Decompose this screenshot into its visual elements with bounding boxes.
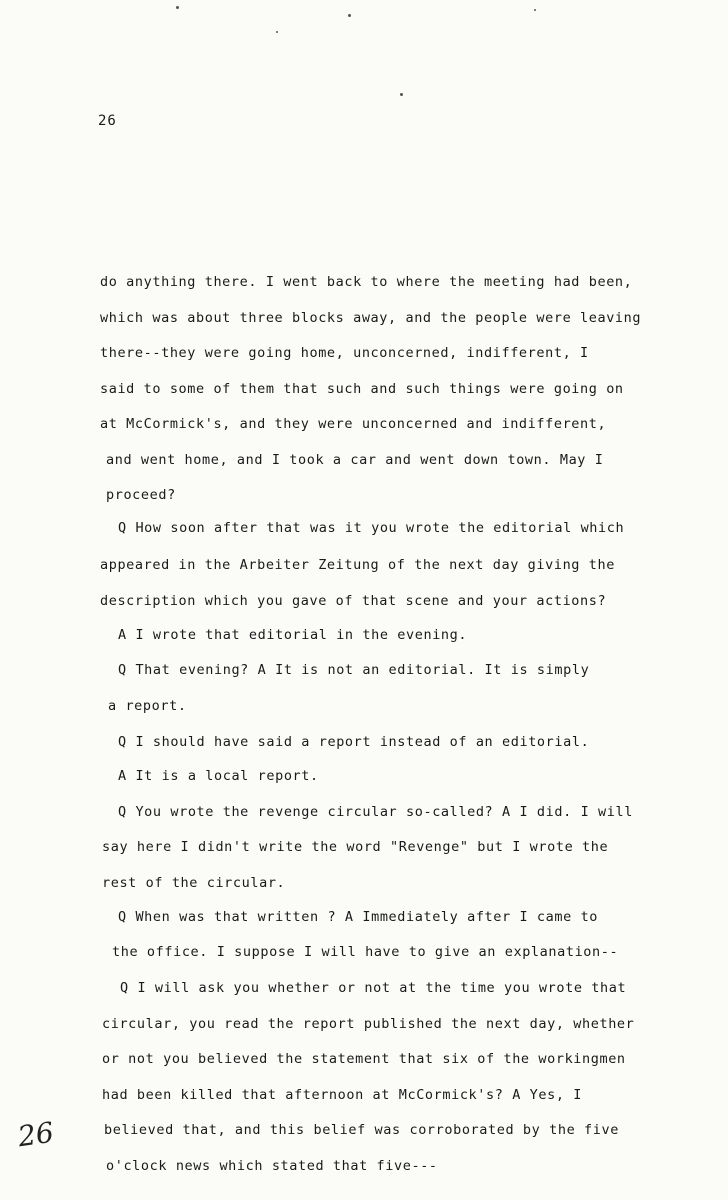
text-line: and went home, and I took a car and went down town. May I <box>106 452 604 468</box>
text-line: Q I will ask you whether or not at the time you wrote that <box>120 980 627 996</box>
text-line: appeared in the Arbeiter Zeitung of the next day giving the <box>100 557 615 573</box>
text-line: at McCormick's, and they were unconcerned and indifferent, <box>100 416 607 432</box>
text-line: which was about three blocks away, and the people were leaving <box>100 310 642 326</box>
text-line: there--they were going home, unconcerned, indifferent, I <box>100 345 589 361</box>
text-line: Q When was that written ? A Immediately after I came to <box>118 909 599 925</box>
text-line: said to some of them that such and such things were going on <box>100 381 624 397</box>
scan-speck <box>176 6 179 9</box>
text-line: say here I didn't write the word "Revenge" but I wrote the <box>102 839 609 855</box>
text-line: do anything there. I went back to where the meeting had been, <box>100 274 633 290</box>
text-line: rest of the circular. <box>102 875 286 891</box>
text-line: Q That evening? A It is not an editorial. It is simply <box>118 662 590 678</box>
text-line: Q I should have said a report instead of an editorial. <box>118 734 590 750</box>
text-line: proceed? <box>106 487 176 503</box>
scan-speck <box>400 93 403 96</box>
text-line: had been killed that afternoon at McCormick's? A Yes, I <box>102 1087 583 1103</box>
text-line: A I wrote that editorial in the evening. <box>118 627 468 643</box>
text-line: o'clock news which stated that five--- <box>106 1158 438 1174</box>
text-line: believed that, and this belief was corroborated by the five <box>104 1122 619 1138</box>
scan-speck <box>276 31 278 33</box>
text-line: or not you believed the statement that six of the workingmen <box>102 1051 626 1067</box>
scan-speck <box>534 9 536 11</box>
handwritten-margin-note: 26 <box>15 1115 56 1154</box>
text-line: a report. <box>108 698 187 714</box>
text-line: the office. I suppose I will have to give an explanation-- <box>112 944 619 960</box>
scan-speck <box>348 14 351 17</box>
text-line: A It is a local report. <box>118 768 319 784</box>
text-line: description which you gave of that scene and your actions? <box>100 593 607 609</box>
text-line: circular, you read the report published the next day, whether <box>102 1016 635 1032</box>
page-number: 26 <box>98 113 117 129</box>
text-line: Q How soon after that was it you wrote the editorial which <box>118 520 625 536</box>
text-line: Q You wrote the revenge circular so-called? A I did. I will <box>118 804 633 820</box>
